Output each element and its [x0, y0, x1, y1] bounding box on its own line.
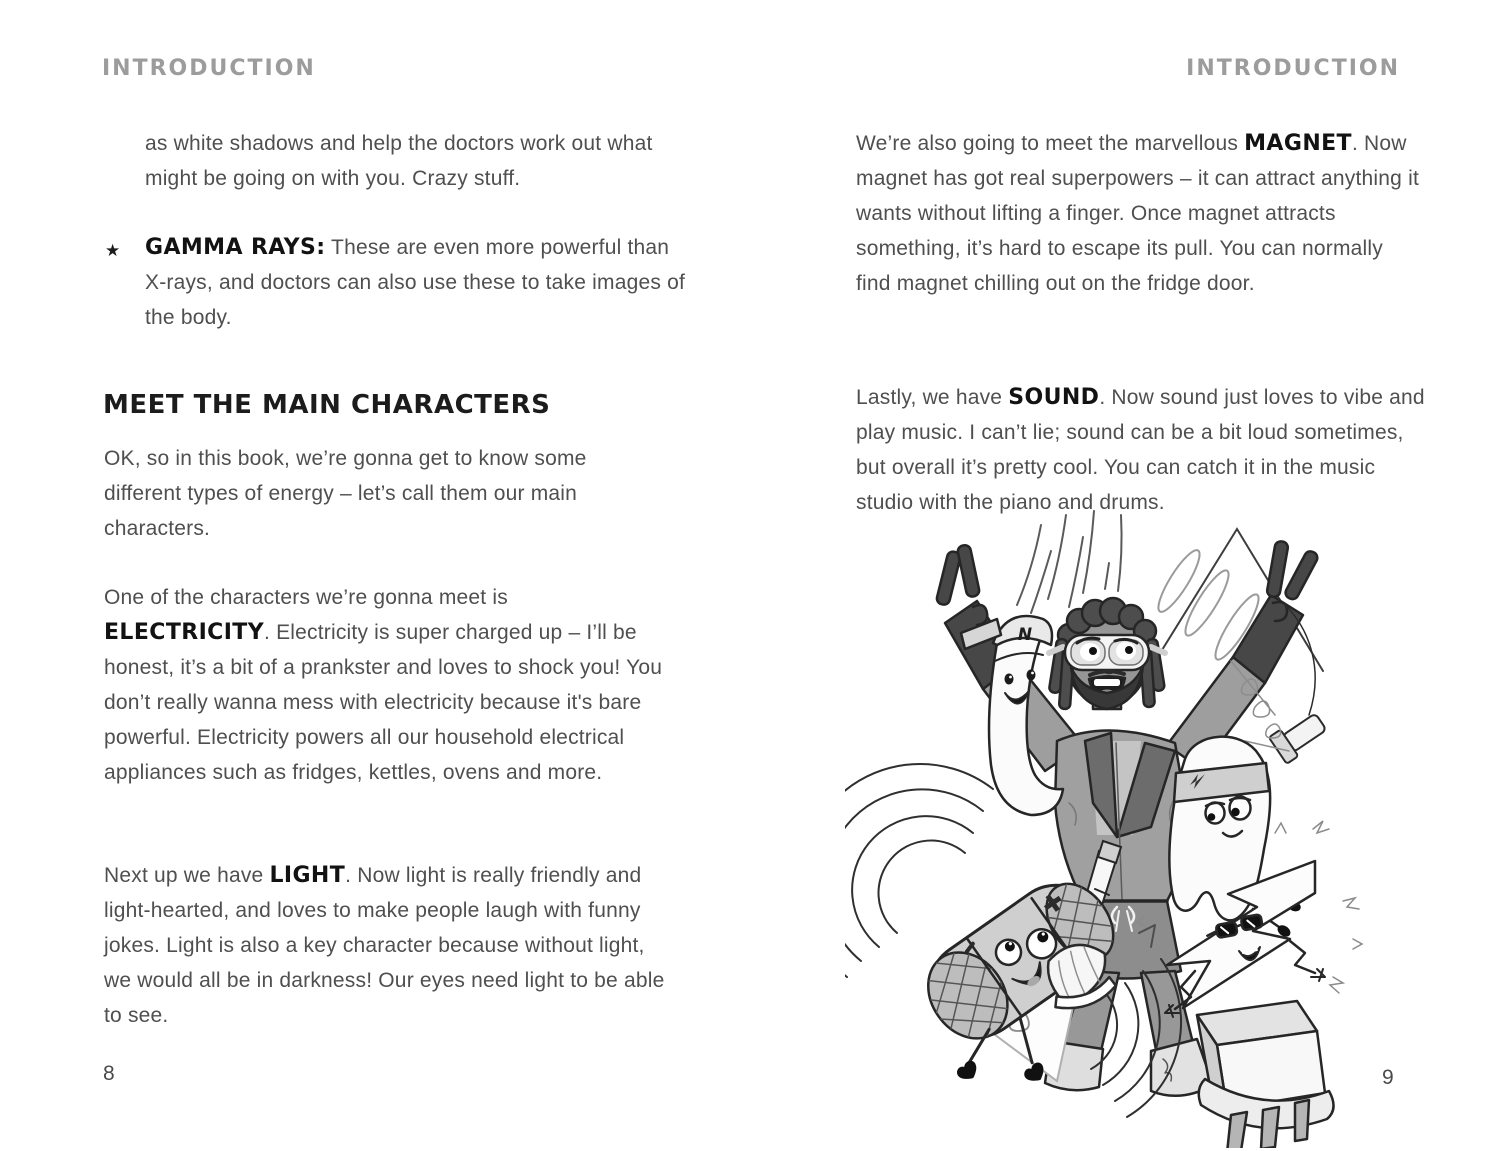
paragraph-continuation: as white shadows and help the doctors work out what might be going on with you. Crazy stuff. — [145, 132, 653, 190]
battery-cap-letter: N — [1017, 625, 1033, 645]
illustration-energy-characters — [845, 503, 1385, 1148]
page-number-left: 8 — [103, 1062, 115, 1085]
paragraph-sound — [856, 380, 1428, 520]
magnet-post: . Now magnet has got real superpowers – it can attract anything it wants without lifting a finger. Once magnet attracts something, it’s hard to escape its pull. You can normally find magnet chilling out on the fridge door. — [856, 132, 1419, 295]
bullet-text: These are even more powerful than X-rays, and doctors can also use these to take images of the body. — [145, 236, 685, 329]
light-pre: Next up we have — [104, 864, 270, 887]
paragraph-light — [104, 858, 672, 1033]
page-number-right: 9 — [1382, 1066, 1394, 1089]
magnet-term: MAGNET — [1244, 131, 1352, 156]
man-head — [1049, 598, 1165, 709]
light-post: . Now light is really friendly and light-hearted, and loves to make people laugh with funny jokes. Light is also a key character because without light, we would all be in darkness! Our eyes need light to be able to see. — [104, 864, 665, 1027]
bullet-term: GAMMA RAYS: — [145, 235, 326, 260]
light-rays — [1017, 511, 1122, 613]
electricity-pre: One of the characters we’re gonna meet is — [104, 586, 508, 609]
electricity-term: ELECTRICITY — [104, 620, 265, 645]
sound-term: SOUND — [1008, 385, 1100, 410]
paragraph-electricity — [104, 580, 672, 790]
paragraph-intro: OK, so in this book, we’re gonna get to know some different types of energy – let’s call them our main characters. — [104, 447, 587, 540]
paragraph-magnet — [856, 126, 1421, 301]
running-header-left: INTRODUCTION — [102, 56, 316, 81]
star-bullet-icon: ★ — [105, 241, 121, 260]
section-heading: MEET THE MAIN CHARACTERS — [103, 390, 551, 420]
sound-pre: Lastly, we have — [856, 386, 1009, 409]
electricity-post: . Electricity is super charged up – I’ll be honest, it’s a bit of a prankster and loves to shock you! You don’t really wanna mess with electricity because it's bare powerful. Electricity powers all our household electrical appliances such as fridges, kettles, ovens and more. — [104, 621, 663, 784]
bullet-gamma-rays — [105, 230, 690, 335]
light-term: LIGHT — [269, 863, 346, 888]
sound-post: . Now sound just loves to vibe and play music. I can’t lie; sound can be a bit loud sometimes, but overall it’s pretty cool. You can catch it in the music studio with the piano and drums. — [856, 386, 1425, 514]
running-header-right: INTRODUCTION — [1186, 56, 1400, 81]
magnet-pre: We’re also going to meet the marvellous — [856, 132, 1245, 155]
three-pin-plug — [1197, 1001, 1334, 1148]
man-torso — [1055, 730, 1187, 901]
